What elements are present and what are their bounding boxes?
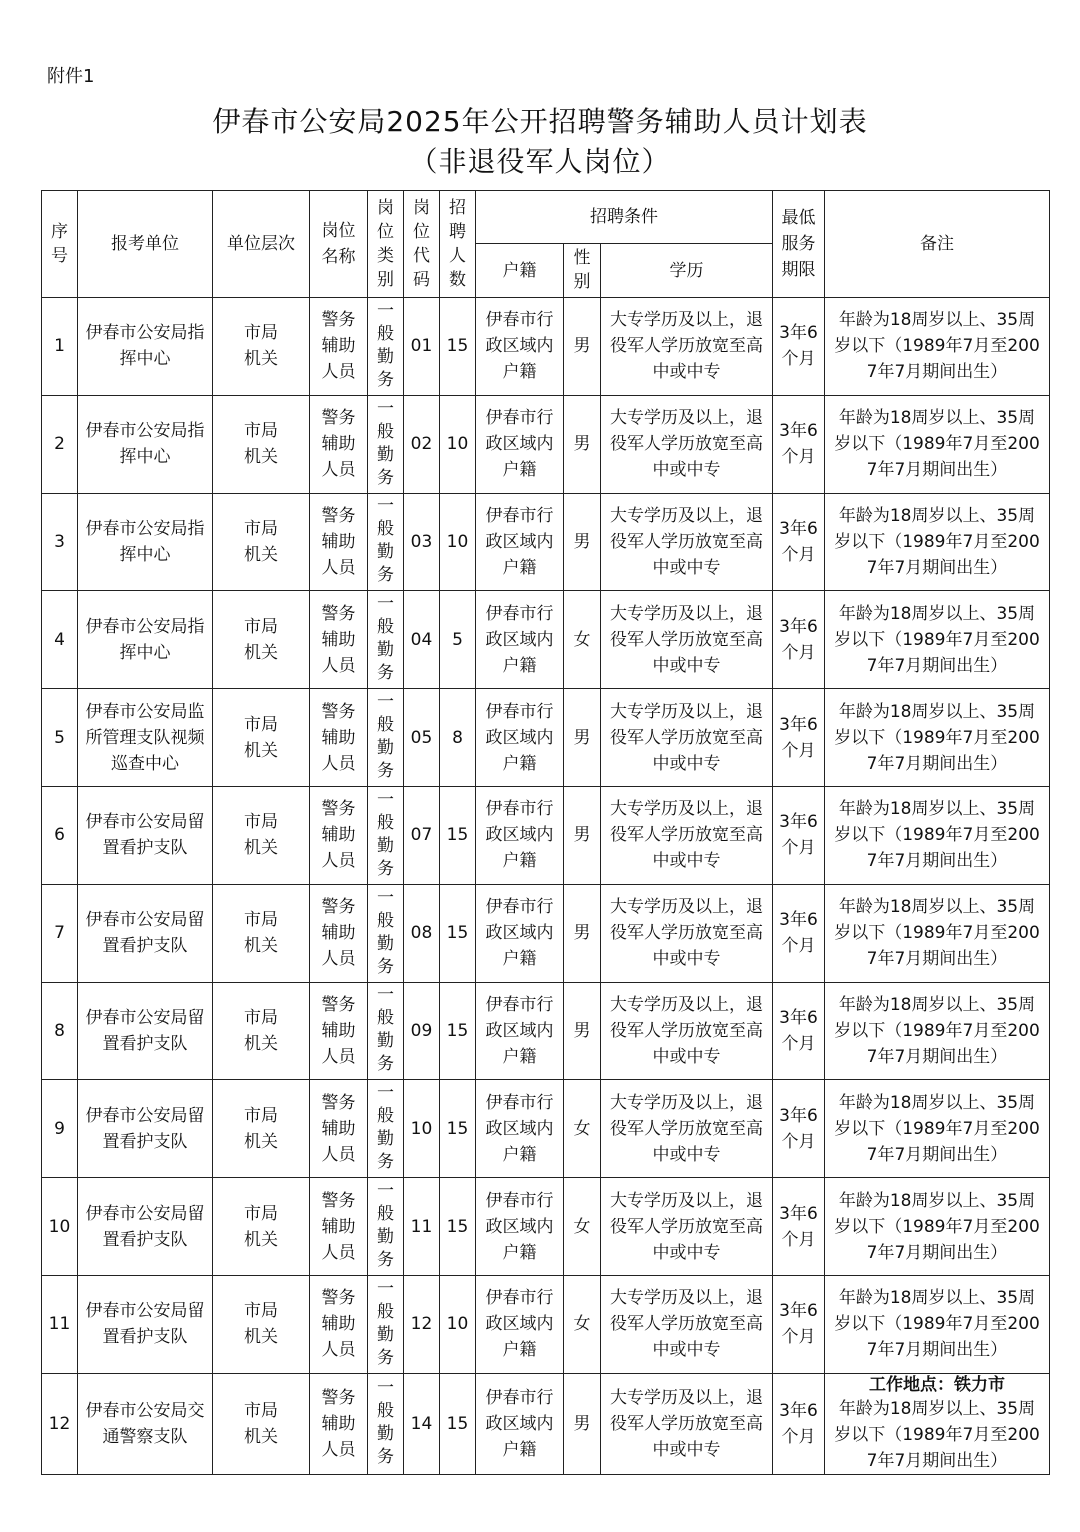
header-remarks: 备注 — [825, 191, 1050, 298]
cell-count: 10 — [440, 493, 476, 591]
cell-count: 5 — [440, 591, 476, 689]
cell-remarks: 年龄为18周岁以上、35周岁以下（1989年7月至2007年7月期间出生） — [825, 298, 1050, 396]
cell-post-code: 11 — [404, 1178, 440, 1276]
cell-seq: 7 — [42, 884, 78, 982]
table-row — [42, 1080, 1050, 1178]
cell-unit: 伊春市公安局留置看护支队 — [78, 786, 213, 884]
cell-level: 市局机关 — [213, 982, 310, 1080]
cell-gender: 男 — [564, 395, 601, 493]
cell-post-code: 12 — [404, 1275, 440, 1373]
cell-gender: 男 — [564, 982, 601, 1080]
cell-gender: 男 — [564, 689, 601, 787]
cell-count: 15 — [440, 1080, 476, 1178]
cell-post-code: 07 — [404, 786, 440, 884]
cell-min-service: 3年6个月 — [773, 591, 825, 689]
cell-min-service: 3年6个月 — [773, 1275, 825, 1373]
header-post-code: 岗位代码 — [404, 191, 440, 298]
cell-huji: 伊春市行政区域内户籍 — [476, 298, 564, 396]
cell-gender: 男 — [564, 298, 601, 396]
cell-level: 市局机关 — [213, 1373, 310, 1474]
cell-count: 10 — [440, 1275, 476, 1373]
cell-level: 市局机关 — [213, 884, 310, 982]
document-title: 伊春市公安局2025年公开招聘警务辅助人员计划表 — [212, 105, 868, 138]
cell-unit: 伊春市公安局交通警察支队 — [78, 1373, 213, 1474]
cell-seq: 5 — [42, 689, 78, 787]
cell-post-name: 警务辅助人员 — [310, 493, 368, 591]
cell-post-type: 一般勤务 — [368, 493, 404, 591]
table-row — [42, 395, 1050, 493]
header-conditions: 招聘条件 — [476, 191, 773, 244]
cell-education: 大专学历及以上，退役军人学历放宽至高中或中专 — [601, 493, 773, 591]
cell-seq: 10 — [42, 1178, 78, 1276]
cell-unit: 伊春市公安局指挥中心 — [78, 298, 213, 396]
cell-post-type: 一般勤务 — [368, 884, 404, 982]
cell-remarks: 年龄为18周岁以上、35周岁以下（1989年7月至2007年7月期间出生） — [825, 591, 1050, 689]
cell-post-code: 05 — [404, 689, 440, 787]
cell-min-service: 3年6个月 — [773, 1080, 825, 1178]
cell-seq: 2 — [42, 395, 78, 493]
recruitment-plan-table — [41, 190, 1050, 1475]
cell-post-code: 02 — [404, 395, 440, 493]
cell-education: 大专学历及以上，退役军人学历放宽至高中或中专 — [601, 1080, 773, 1178]
cell-count: 15 — [440, 786, 476, 884]
cell-min-service: 3年6个月 — [773, 1373, 825, 1474]
cell-post-type: 一般勤务 — [368, 689, 404, 787]
cell-min-service: 3年6个月 — [773, 982, 825, 1080]
cell-level: 市局机关 — [213, 786, 310, 884]
table-body — [42, 298, 1050, 1475]
table-row — [42, 493, 1050, 591]
cell-min-service: 3年6个月 — [773, 786, 825, 884]
cell-post-code: 14 — [404, 1373, 440, 1474]
cell-education: 大专学历及以上，退役军人学历放宽至高中或中专 — [601, 884, 773, 982]
cell-post-type: 一般勤务 — [368, 1373, 404, 1474]
header-count: 招聘人数 — [440, 191, 476, 298]
cell-seq: 12 — [42, 1373, 78, 1474]
cell-gender: 女 — [564, 1080, 601, 1178]
cell-gender: 女 — [564, 591, 601, 689]
table-row — [42, 591, 1050, 689]
cell-huji: 伊春市行政区域内户籍 — [476, 982, 564, 1080]
cell-post-name: 警务辅助人员 — [310, 689, 368, 787]
cell-education: 大专学历及以上，退役军人学历放宽至高中或中专 — [601, 591, 773, 689]
cell-huji: 伊春市行政区域内户籍 — [476, 1373, 564, 1474]
cell-seq: 6 — [42, 786, 78, 884]
header-gender: 性别 — [564, 244, 601, 298]
cell-min-service: 3年6个月 — [773, 493, 825, 591]
cell-post-name: 警务辅助人员 — [310, 395, 368, 493]
header-huji: 户籍 — [476, 244, 564, 298]
cell-remarks: 年龄为18周岁以上、35周岁以下（1989年7月至2007年7月期间出生） — [825, 884, 1050, 982]
cell-seq: 9 — [42, 1080, 78, 1178]
cell-post-name: 警务辅助人员 — [310, 1178, 368, 1276]
cell-min-service: 3年6个月 — [773, 689, 825, 787]
cell-huji: 伊春市行政区域内户籍 — [476, 1080, 564, 1178]
cell-post-code: 04 — [404, 591, 440, 689]
header-level: 单位层次 — [213, 191, 310, 298]
cell-huji: 伊春市行政区域内户籍 — [476, 689, 564, 787]
cell-seq: 1 — [42, 298, 78, 396]
cell-count: 10 — [440, 395, 476, 493]
cell-post-name: 警务辅助人员 — [310, 884, 368, 982]
cell-gender: 男 — [564, 1373, 601, 1474]
cell-seq: 11 — [42, 1275, 78, 1373]
cell-min-service: 3年6个月 — [773, 1178, 825, 1276]
cell-post-code: 08 — [404, 884, 440, 982]
cell-post-code: 01 — [404, 298, 440, 396]
cell-level: 市局机关 — [213, 591, 310, 689]
cell-education: 大专学历及以上，退役军人学历放宽至高中或中专 — [601, 982, 773, 1080]
cell-remarks: 年龄为18周岁以上、35周岁以下（1989年7月至2007年7月期间出生） — [825, 1080, 1050, 1178]
table-row — [42, 298, 1050, 396]
cell-unit: 伊春市公安局留置看护支队 — [78, 1080, 213, 1178]
cell-huji: 伊春市行政区域内户籍 — [476, 786, 564, 884]
cell-education: 大专学历及以上，退役军人学历放宽至高中或中专 — [601, 1373, 773, 1474]
table-row — [42, 1178, 1050, 1276]
cell-unit: 伊春市公安局指挥中心 — [78, 395, 213, 493]
cell-count: 15 — [440, 982, 476, 1080]
cell-post-type: 一般勤务 — [368, 982, 404, 1080]
cell-level: 市局机关 — [213, 395, 310, 493]
cell-remarks: 年龄为18周岁以上、35周岁以下（1989年7月至2007年7月期间出生） — [825, 1178, 1050, 1276]
cell-post-type: 一般勤务 — [368, 395, 404, 493]
cell-unit: 伊春市公安局留置看护支队 — [78, 1178, 213, 1276]
cell-post-type: 一般勤务 — [368, 786, 404, 884]
cell-min-service: 3年6个月 — [773, 395, 825, 493]
table-row — [42, 884, 1050, 982]
cell-gender: 男 — [564, 493, 601, 591]
cell-post-type: 一般勤务 — [368, 1178, 404, 1276]
cell-gender: 男 — [564, 884, 601, 982]
cell-education: 大专学历及以上，退役军人学历放宽至高中或中专 — [601, 689, 773, 787]
cell-seq: 4 — [42, 591, 78, 689]
cell-unit: 伊春市公安局指挥中心 — [78, 591, 213, 689]
cell-post-name: 警务辅助人员 — [310, 1275, 368, 1373]
cell-education: 大专学历及以上，退役军人学历放宽至高中或中专 — [601, 786, 773, 884]
cell-unit: 伊春市公安局监所管理支队视频巡查中心 — [78, 689, 213, 787]
cell-post-name: 警务辅助人员 — [310, 982, 368, 1080]
cell-post-name: 警务辅助人员 — [310, 1080, 368, 1178]
cell-huji: 伊春市行政区域内户籍 — [476, 1178, 564, 1276]
cell-education: 大专学历及以上，退役军人学历放宽至高中或中专 — [601, 1275, 773, 1373]
header-education: 学历 — [601, 244, 773, 298]
cell-huji: 伊春市行政区域内户籍 — [476, 591, 564, 689]
cell-count: 15 — [440, 1373, 476, 1474]
cell-remarks: 年龄为18周岁以上、35周岁以下（1989年7月至2007年7月期间出生） — [825, 395, 1050, 493]
cell-level: 市局机关 — [213, 493, 310, 591]
work-location-note: 工作地点：铁力市 — [869, 1374, 1005, 1395]
cell-huji: 伊春市行政区域内户籍 — [476, 884, 564, 982]
cell-seq: 8 — [42, 982, 78, 1080]
cell-unit: 伊春市公安局留置看护支队 — [78, 1275, 213, 1373]
header-post-type: 岗位类别 — [368, 191, 404, 298]
cell-post-type: 一般勤务 — [368, 1080, 404, 1178]
cell-unit: 伊春市公安局留置看护支队 — [78, 884, 213, 982]
cell-post-name: 警务辅助人员 — [310, 1373, 368, 1474]
cell-level: 市局机关 — [213, 298, 310, 396]
cell-huji: 伊春市行政区域内户籍 — [476, 395, 564, 493]
cell-gender: 女 — [564, 1178, 601, 1276]
cell-post-type: 一般勤务 — [368, 591, 404, 689]
cell-min-service: 3年6个月 — [773, 884, 825, 982]
table-row — [42, 1275, 1050, 1373]
cell-post-type: 一般勤务 — [368, 298, 404, 396]
header-post-name: 岗位名称 — [310, 191, 368, 298]
cell-count: 15 — [440, 1178, 476, 1276]
table-row — [42, 689, 1050, 787]
cell-education: 大专学历及以上，退役军人学历放宽至高中或中专 — [601, 1178, 773, 1276]
cell-education: 大专学历及以上，退役军人学历放宽至高中或中专 — [601, 395, 773, 493]
table-row — [42, 1373, 1050, 1474]
cell-remarks: 年龄为18周岁以上、35周岁以下（1989年7月至2007年7月期间出生） — [825, 493, 1050, 591]
header-unit: 报考单位 — [78, 191, 213, 298]
cell-remarks: 工作地点：铁力市 年龄为18周岁以上、35周岁以下（1989年7月至2007年7月期间出生） — [825, 1373, 1050, 1474]
header-min-service: 最低服务期限 — [773, 191, 825, 298]
attachment-label: 附件1 — [47, 66, 95, 87]
header-seq: 序号 — [42, 191, 78, 298]
cell-remarks: 年龄为18周岁以上、35周岁以下（1989年7月至2007年7月期间出生） — [825, 786, 1050, 884]
table-row — [42, 982, 1050, 1080]
cell-seq: 3 — [42, 493, 78, 591]
cell-count: 15 — [440, 298, 476, 396]
cell-unit: 伊春市公安局留置看护支队 — [78, 982, 213, 1080]
cell-gender: 男 — [564, 786, 601, 884]
cell-level: 市局机关 — [213, 689, 310, 787]
cell-level: 市局机关 — [213, 1178, 310, 1276]
document-subtitle: （非退役军人岗位） — [409, 145, 671, 178]
cell-gender: 女 — [564, 1275, 601, 1373]
cell-count: 15 — [440, 884, 476, 982]
cell-post-name: 警务辅助人员 — [310, 786, 368, 884]
cell-level: 市局机关 — [213, 1080, 310, 1178]
cell-count: 8 — [440, 689, 476, 787]
table-row — [42, 786, 1050, 884]
cell-remarks: 年龄为18周岁以上、35周岁以下（1989年7月至2007年7月期间出生） — [825, 982, 1050, 1080]
cell-remarks: 年龄为18周岁以上、35周岁以下（1989年7月至2007年7月期间出生） — [825, 689, 1050, 787]
cell-post-code: 09 — [404, 982, 440, 1080]
cell-level: 市局机关 — [213, 1275, 310, 1373]
cell-min-service: 3年6个月 — [773, 298, 825, 396]
cell-post-type: 一般勤务 — [368, 1275, 404, 1373]
cell-post-name: 警务辅助人员 — [310, 591, 368, 689]
cell-huji: 伊春市行政区域内户籍 — [476, 1275, 564, 1373]
cell-huji: 伊春市行政区域内户籍 — [476, 493, 564, 591]
cell-unit: 伊春市公安局指挥中心 — [78, 493, 213, 591]
cell-remarks: 年龄为18周岁以上、35周岁以下（1989年7月至2007年7月期间出生） — [825, 1275, 1050, 1373]
cell-post-code: 10 — [404, 1080, 440, 1178]
cell-post-code: 03 — [404, 493, 440, 591]
cell-education: 大专学历及以上，退役军人学历放宽至高中或中专 — [601, 298, 773, 396]
cell-post-name: 警务辅助人员 — [310, 298, 368, 396]
